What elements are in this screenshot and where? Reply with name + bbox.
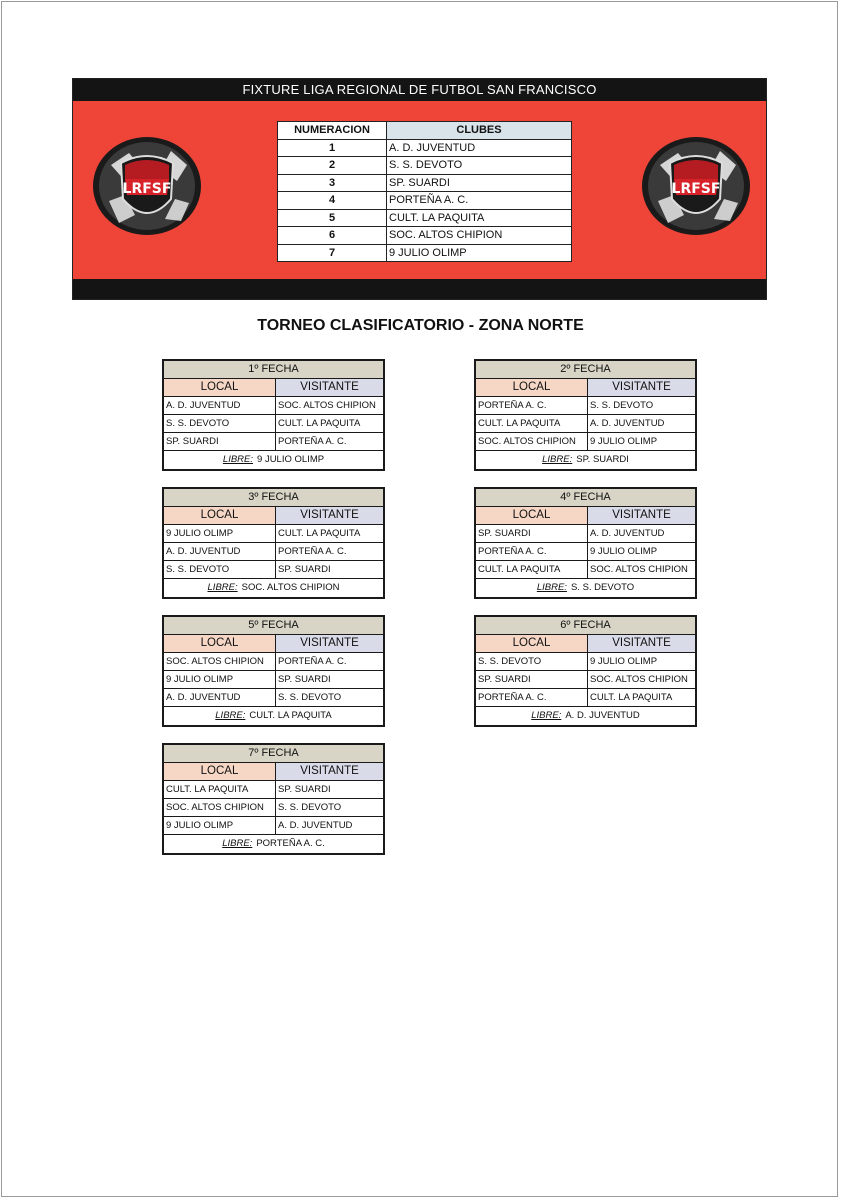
club-name: CULT. LA PAQUITA [387,209,572,227]
visitante-team: SP. SUARDI [278,564,331,575]
libre-label: LIBRE: [222,454,254,465]
table-row [476,561,695,579]
fecha-title: 6º FECHA [476,617,695,635]
libre-row [476,707,695,725]
visitante-team: PORTEÑA A. C. [278,546,347,557]
visitante-team: SP. SUARDI [278,784,331,795]
visitante-team: CULT. LA PAQUITA [278,418,361,429]
fecha-header-row [164,763,383,781]
visitante-team: 9 JULIO OLIMP [590,546,658,557]
table-row [476,415,695,433]
fecha-table-7 [162,743,385,855]
visitante-team: SOC. ALTOS CHIPION [278,400,376,411]
league-logo-icon [91,135,203,237]
visitante-team: S. S. DEVOTO [590,400,654,411]
visitante-team: S. S. DEVOTO [278,692,342,703]
table-row [278,209,572,227]
table-row [164,561,383,579]
local-team: A. D. JUVENTUD [164,689,276,706]
local-team: CULT. LA PAQUITA [476,561,588,578]
libre-team: A. D. JUVENTUD [565,710,640,721]
table-row [476,433,695,451]
numeracion-header: NUMERACION [278,122,387,140]
visitante-header: VISITANTE [276,379,383,396]
clubs-table [277,121,572,262]
club-name: SOC. ALTOS CHIPION [387,227,572,245]
libre-label: LIBRE: [536,582,567,593]
visitante-team: CULT. LA PAQUITA [590,692,673,703]
local-header: LOCAL [476,507,588,524]
fecha-table-5 [162,615,385,727]
table-row [164,433,383,451]
local-header: LOCAL [164,763,276,780]
local-team: S. S. DEVOTO [164,561,276,578]
fecha-header-row [476,379,695,397]
club-number: 6 [278,227,387,245]
club-name: SP. SUARDI [387,174,572,192]
visitante-header: VISITANTE [276,635,383,652]
fecha-table-2 [474,359,697,471]
libre-row [476,451,695,469]
visitante-header: VISITANTE [588,379,695,396]
libre-label: LIBRE: [531,710,562,721]
table-row [278,227,572,245]
libre-row [164,835,383,853]
local-team: PORTEÑA A. C. [476,689,588,706]
visitante-team: A. D. JUVENTUD [590,418,665,429]
libre-row [164,707,383,725]
libre-row [164,579,383,597]
local-team: CULT. LA PAQUITA [164,781,276,798]
club-name: S. S. DEVOTO [387,157,572,175]
table-row [164,799,383,817]
local-team: SP. SUARDI [476,671,588,688]
table-row [278,174,572,192]
libre-row [476,579,695,597]
local-team: SP. SUARDI [476,525,588,542]
club-number: 1 [278,139,387,157]
clubes-header: CLUBES [387,122,572,140]
visitante-team: S. S. DEVOTO [278,802,342,813]
table-row [164,543,383,561]
table-row [278,157,572,175]
table-row [164,415,383,433]
local-team: SP. SUARDI [164,433,276,450]
section-title: TORNEO CLASIFICATORIO - ZONA NORTE [257,317,584,334]
table-row [164,525,383,543]
table-row [164,653,383,671]
table-row [164,671,383,689]
club-number: 4 [278,192,387,210]
fecha-header-row [164,507,383,525]
table-row [476,689,695,707]
visitante-team: PORTEÑA A. C. [278,656,347,667]
local-team: CULT. LA PAQUITA [476,415,588,432]
fecha-header-row [476,635,695,653]
visitante-team: 9 JULIO OLIMP [590,656,658,667]
libre-label: LIBRE: [542,454,573,465]
league-logo-icon [640,135,752,237]
svg-text:LRFSF: LRFSF [671,181,721,197]
local-team: S. S. DEVOTO [476,653,588,670]
libre-row [164,451,383,469]
visitante-team: SP. SUARDI [278,674,331,685]
local-team: S. S. DEVOTO [164,415,276,432]
libre-label: LIBRE: [222,838,253,849]
fecha-header-row [164,379,383,397]
local-team: A. D. JUVENTUD [164,397,276,414]
table-row [164,397,383,415]
fecha-header-row [476,507,695,525]
table-row [278,192,572,210]
fecha-table-6 [474,615,697,727]
libre-label: LIBRE: [215,710,246,721]
local-team: 9 JULIO OLIMP [164,671,276,688]
club-number: 3 [278,174,387,192]
local-header: LOCAL [164,507,276,524]
table-row [278,244,572,262]
table-row [164,817,383,835]
table-row [476,525,695,543]
local-team: SOC. ALTOS CHIPION [164,799,276,816]
club-name: 9 JULIO OLIMP [387,244,572,262]
table-row [278,139,572,157]
fecha-title: 1º FECHA [164,361,383,379]
local-header: LOCAL [164,635,276,652]
visitante-team: 9 JULIO OLIMP [590,436,658,447]
visitante-header: VISITANTE [588,635,695,652]
local-team: PORTEÑA A. C. [476,543,588,560]
table-row [476,543,695,561]
club-name: A. D. JUVENTUD [387,139,572,157]
libre-team: SOC. ALTOS CHIPION [241,582,340,593]
libre-team: SP. SUARDI [576,454,629,465]
libre-team: CULT. LA PAQUITA [249,710,332,721]
fecha-title: 4º FECHA [476,489,695,507]
libre-team: S. S. DEVOTO [570,582,635,593]
visitante-team: A. D. JUVENTUD [590,528,665,539]
fecha-table-1 [162,359,385,471]
fecha-title: 7º FECHA [164,745,383,763]
visitante-team: SOC. ALTOS CHIPION [590,564,688,575]
local-team: 9 JULIO OLIMP [164,817,276,834]
visitante-header: VISITANTE [276,507,383,524]
fecha-header-row [164,635,383,653]
visitante-team: PORTEÑA A. C. [278,436,347,447]
banner-bottom-bar [73,279,766,299]
local-team: SOC. ALTOS CHIPION [476,433,588,450]
local-team: SOC. ALTOS CHIPION [164,653,276,670]
visitante-team: A. D. JUVENTUD [278,820,353,831]
table-row [164,781,383,799]
table-row [476,653,695,671]
local-header: LOCAL [476,635,588,652]
club-name: PORTEÑA A. C. [387,192,572,210]
fecha-title: 3º FECHA [164,489,383,507]
libre-label: LIBRE: [207,582,238,593]
local-team: 9 JULIO OLIMP [164,525,276,542]
table-row [476,671,695,689]
libre-team: 9 JULIO OLIMP [257,454,325,465]
visitante-team: SOC. ALTOS CHIPION [590,674,688,685]
fecha-title: 2º FECHA [476,361,695,379]
fecha-table-3 [162,487,385,599]
fecha-table-4 [474,487,697,599]
visitante-team: CULT. LA PAQUITA [278,528,361,539]
local-team: PORTEÑA A. C. [476,397,588,414]
club-number: 7 [278,244,387,262]
club-number: 2 [278,157,387,175]
fecha-title: 5º FECHA [164,617,383,635]
table-row [476,397,695,415]
club-number: 5 [278,209,387,227]
svg-text:LRFSF: LRFSF [122,181,172,197]
visitante-header: VISITANTE [276,763,383,780]
visitante-header: VISITANTE [588,507,695,524]
local-header: LOCAL [164,379,276,396]
local-team: A. D. JUVENTUD [164,543,276,560]
banner-title: FIXTURE LIGA REGIONAL DE FUTBOL SAN FRANCISCO [73,79,766,101]
header-banner [72,78,767,300]
table-row [164,689,383,707]
local-header: LOCAL [476,379,588,396]
libre-team: PORTEÑA A. C. [256,838,325,849]
